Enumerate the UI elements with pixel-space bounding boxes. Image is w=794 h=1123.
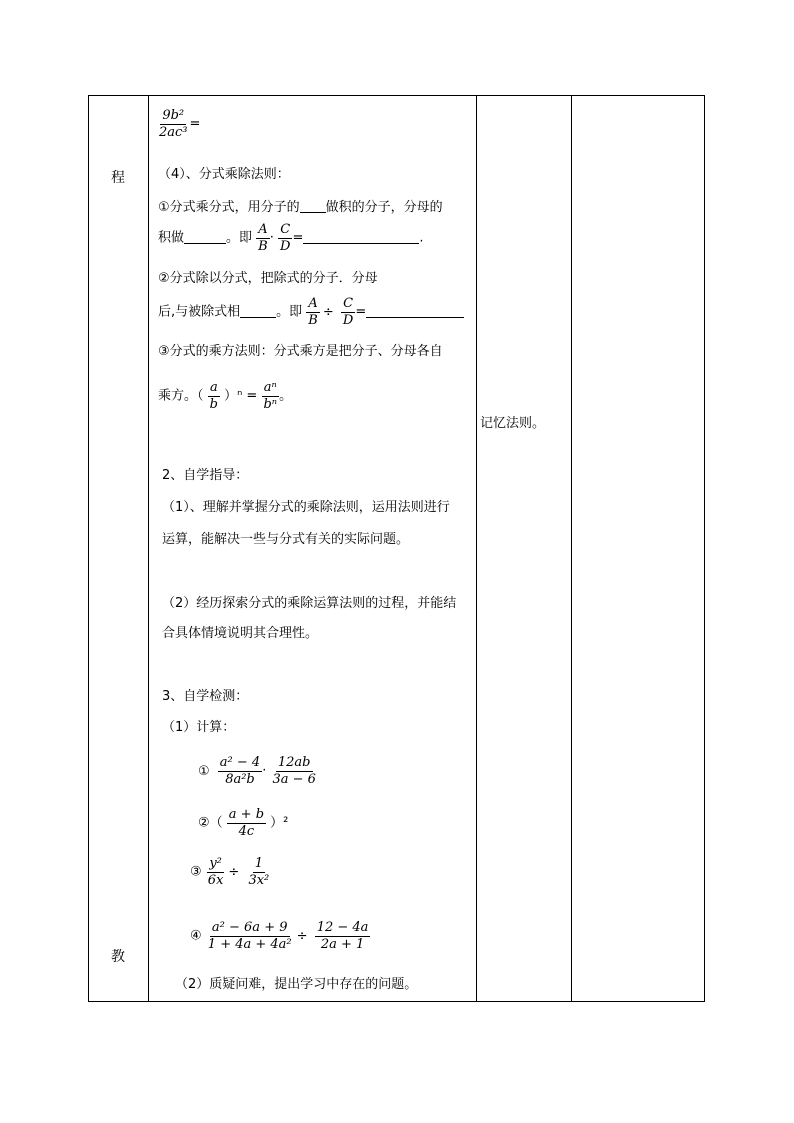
fraction: $\frac{1}{\text{3x²}}$ (248, 856, 270, 888)
exercise-item: ④ $\frac{\text{a² − 6a + 9}}{\text{1 + 4a + 4a²}}$ ÷ $\frac{12 - 4a}{2a + 1}$ (190, 920, 369, 952)
fraction: $\frac{12 - 4a}{2a + 1}$ (316, 920, 369, 952)
column-divider-2 (476, 96, 477, 1001)
fraction-power-result: $\frac{\text{aⁿ}}{\text{bⁿ}}$ (263, 380, 278, 412)
fraction-a-over-b-lower: $\frac{a}{b}$ (209, 380, 218, 412)
fraction-a-over-b: $\frac{A}{B}$ (308, 296, 318, 328)
guide-p2-line2: 合具体情境说明其合理性。 (162, 626, 319, 641)
fill-blank (303, 243, 419, 244)
exercise-item: ②（ $\frac{a + b}{4c}$ ）² (198, 807, 289, 839)
fill-blank (240, 317, 276, 318)
rule1-line2: 积做 。即 $\frac{A}{B}$ · $\frac{C}{D}$ = . (158, 222, 424, 254)
rule2-line1: ②分式除以分式，把除式的分子．分母 (158, 271, 378, 286)
fill-blank (366, 317, 464, 318)
exercise-item: ① $\frac{\text{a² − 4}}{\text{8a²b}}$ · $\frac{12ab}{3a - 6}$ (198, 755, 316, 787)
column-divider-3 (571, 96, 572, 1001)
fraction: $\frac{\text{y²}}{6x}$ (207, 856, 224, 888)
column-divider-1 (148, 96, 149, 1001)
fraction: $\frac{\text{a² − 6a + 9}}{\text{1 + 4a + 4a²}}$ (207, 920, 292, 952)
fraction: $\frac{\text{9b²}}{\text{2ac³}}$ (159, 108, 188, 140)
fraction-c-over-d: $\frac{C}{D}$ (342, 296, 354, 328)
guide-p1-line2: 运算，能解决一些与分式有关的实际问题。 (162, 532, 410, 547)
rule3-line1: ③分式的乘方法则：分式乘方是把分子、分母各自 (158, 344, 443, 359)
guide-p2-line1: （2）经历探索分式的乘除运算法则的过程，并能结 (162, 596, 457, 611)
fraction-a-over-b: $\frac{A}{B}$ (258, 222, 268, 254)
fill-blank (300, 212, 326, 213)
side-label-bottom: 教 (111, 949, 125, 965)
check-sub2: （2）质疑问难，提出学习中存在的问题。 (175, 977, 418, 992)
rule3-line2: 乘方。（ $\frac{a}{b}$ ）ⁿ = $\frac{\text{aⁿ}}{\text{bⁿ}}$ 。 (158, 380, 293, 412)
top-fraction-expression: $\frac{\text{9b²}}{\text{2ac³}}$ = (159, 108, 201, 140)
check-sub1: （1）计算： (162, 720, 236, 735)
fraction: $\frac{a + b}{4c}$ (228, 807, 265, 839)
rule1-line1: ①分式乘分式，用分子的 做积的分子，分母的 (158, 200, 443, 215)
section4-heading: （4）、分式乘除法则： (158, 167, 290, 182)
guide-heading: 2、自学指导： (162, 468, 249, 483)
middle-note: 记忆法则。 (480, 416, 546, 431)
check-heading: 3、自学检测： (162, 689, 249, 704)
fill-blank (184, 243, 226, 244)
exercise-item: ③ $\frac{\text{y²}}{6x}$ ÷ $\frac{1}{\text{3x²}}$ (190, 856, 270, 888)
rule2-line2: 后,与被除式相 。即 $\frac{A}{B}$ ÷ $\frac{C}{D}$ = (158, 296, 464, 328)
guide-p1-line1: （1）、理解并掌握分式的乘除法则，运用法则进行 (162, 500, 450, 515)
fraction: $\frac{12ab}{3a - 6}$ (272, 755, 316, 787)
fraction-c-over-d: $\frac{C}{D}$ (280, 222, 291, 254)
fraction: $\frac{\text{a² − 4}}{\text{8a²b}}$ (219, 755, 261, 787)
side-label-top: 程 (111, 170, 125, 186)
